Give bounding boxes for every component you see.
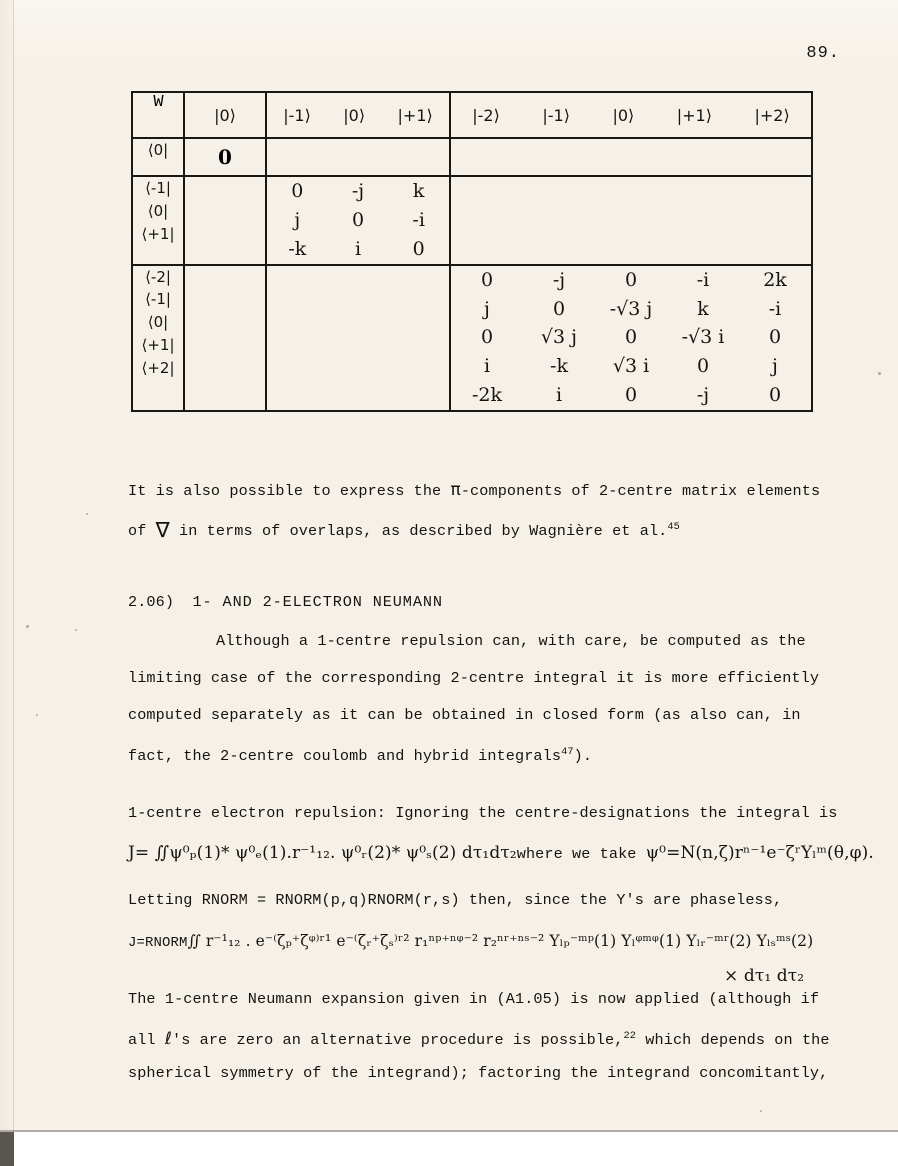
para2-line4-a: fact, the 2-centre coulomb and hybrid integrals — [128, 747, 562, 766]
formula-J-tail: where we take — [516, 845, 637, 863]
matrix-value: 0 — [768, 326, 782, 349]
matrix-block-0 — [184, 138, 266, 176]
text-line — [128, 697, 819, 734]
matrix-value: -j — [351, 180, 365, 202]
matrix-block-1 — [266, 176, 450, 265]
matrix-value: i — [555, 384, 563, 407]
text-line — [128, 882, 813, 919]
matrix-block-2 — [450, 265, 812, 411]
matrix-value: i — [483, 355, 491, 378]
matrix-block-empty-02 — [450, 138, 812, 176]
reference-47: 47 — [561, 746, 574, 758]
table-corner-label: W — [132, 92, 184, 138]
matrix-value: k — [412, 180, 425, 202]
paragraph-neumann-expansion — [128, 981, 830, 1092]
matrix-value: 0 — [768, 384, 782, 407]
formula-J-definition: J= ∬ψ⁰ₚ(1)* ψ⁰ₑ(1).r⁻¹₁₂. ψ⁰ᵣ(2)* ψ⁰ₛ(2) dτ₁dτ₂ — [128, 843, 517, 863]
bra-label: ⟨+1| — [141, 224, 175, 243]
ket-label: |0⟩ — [214, 105, 236, 125]
ket-label: |0⟩ — [612, 105, 635, 125]
matrix-block-empty-21 — [266, 265, 450, 411]
bra-label: ⟨-1| — [145, 179, 171, 197]
header-group-l1 — [266, 92, 450, 138]
bra-label: ⟨0| — [147, 141, 169, 159]
table-row — [132, 138, 812, 176]
matrix-value: 0 — [480, 326, 494, 349]
scan-speck — [86, 513, 88, 515]
matrix-value: -2k — [471, 384, 503, 407]
matrix-value: -√3 i — [681, 326, 725, 349]
formula-J-rnorm-body: ∬ r⁻¹₁₂ . e⁻⁽ζₚ⁺ζᵠ⁾ʳ¹ e⁻⁽ζᵣ⁺ζₛ⁾ʳ² r₁ⁿᵖ⁺ⁿᵠ⁻² r₂ⁿʳ⁺ⁿˢ⁻² Yₗₚ⁻ᵐᵖ(1) Yₗᵠᵐᵠ(1) Yₗᵣ⁻ᵐʳ(2) Yₗₛᵐˢ(2) — [187, 932, 814, 950]
para2-line4-b: ). — [573, 747, 593, 766]
matrix-value: k — [697, 297, 709, 320]
bra-label: ⟨-1| — [145, 290, 171, 309]
text-line — [128, 981, 830, 1018]
text-line — [128, 1018, 830, 1055]
matrix-value: √3 j — [540, 326, 578, 349]
matrix-value: -j — [552, 268, 566, 291]
paragraph-electron-repulsion — [128, 795, 874, 874]
text-line — [128, 734, 819, 771]
matrix-value: -i — [412, 208, 425, 231]
matrix-value: -i — [696, 268, 710, 291]
para1-line1-a: It is also possible to express the — [128, 482, 451, 500]
matrix-value: 2k — [763, 268, 787, 291]
para5-line3: spherical symmetry of the integrand); factoring the integrand concomitantly, — [128, 1064, 829, 1082]
matrix-block-empty-01 — [266, 138, 450, 176]
scan-speck — [26, 625, 29, 628]
row-label-block1 — [132, 176, 184, 265]
matrix-value: 0 — [696, 355, 710, 378]
scan-speck — [36, 714, 38, 716]
text-line — [128, 1055, 830, 1092]
bra-label: ⟨-2| — [145, 267, 171, 286]
section-title: 1- AND 2-ELECTRON NEUMANN — [192, 593, 443, 611]
matrix-table — [131, 91, 813, 412]
text-line — [128, 584, 443, 621]
matrix-value: 0 — [624, 268, 638, 291]
row-label-block2 — [132, 265, 184, 411]
para5-line2-c: which depends on the — [636, 1031, 830, 1050]
header-group-l2 — [450, 92, 812, 138]
formula-differentials: × dτ₁ dτ₂ — [724, 966, 805, 986]
para4-line1: Letting RNORM = RNORM(p,q)RNORM(r,s) then, since the Y's are phaseless, — [128, 891, 783, 909]
para2-line3: computed separately as it can be obtained in closed form (as also can, in — [128, 706, 801, 724]
matrix-value: 0 — [412, 237, 425, 260]
page-left-edge-line — [13, 0, 14, 1132]
matrix-value: 0 — [291, 180, 304, 202]
matrix-value: -√3 j — [609, 297, 653, 320]
matrix-block-empty-10 — [184, 176, 266, 265]
reference-22: 22 — [623, 1030, 637, 1042]
para5-line2-a: all — [128, 1031, 165, 1050]
para2-line2: limiting case of the corresponding 2-centre integral it is more efficiently — [128, 669, 820, 687]
matrix-value: -i — [768, 297, 782, 320]
formula-J-rnorm-head: J=RNORM — [128, 935, 188, 951]
para1-line2-b: in terms of overlaps, as described by Wagnière et al. — [169, 522, 668, 541]
bra-label: ⟨+2| — [141, 358, 175, 377]
page-left-shadow — [0, 0, 13, 1166]
row-label-block0 — [132, 138, 184, 176]
matrix-value: j — [484, 297, 490, 320]
scan-speck — [878, 372, 881, 375]
ket-label: |+2⟩ — [754, 105, 790, 125]
matrix-value: 0 — [624, 326, 638, 349]
matrix-value: 0 — [552, 297, 566, 320]
nabla-symbol: ∇ — [155, 518, 170, 543]
ket-label: |0⟩ — [343, 105, 366, 125]
page-bottom-left-corner — [0, 1132, 14, 1166]
matrix-block-empty-20 — [184, 265, 266, 411]
formula-line-J — [128, 832, 874, 874]
matrix-grid-3x3 — [267, 177, 449, 264]
matrix-value: -k — [550, 355, 568, 378]
text-line — [128, 509, 820, 546]
matrix-value: i — [354, 237, 362, 260]
para3-line1: 1-centre electron repulsion: Ignoring the centre-designations the integral is — [128, 804, 838, 822]
matrix-value: 0 — [218, 145, 232, 169]
paragraph-one-centre-repulsion — [128, 623, 819, 771]
paragraph-pi-components — [128, 472, 820, 546]
bra-label: ⟨0| — [147, 201, 169, 220]
text-line — [128, 660, 819, 697]
paragraph-rnorm — [128, 882, 813, 989]
reference-45: 45 — [667, 521, 680, 533]
section-heading — [128, 584, 443, 621]
page-bottom-margin — [0, 1132, 898, 1166]
matrix-value: j — [294, 208, 301, 231]
script-l-symbol: ℓ — [164, 1029, 172, 1050]
text-line — [128, 623, 819, 660]
para1-line1-b: -components of 2-centre matrix elements — [460, 482, 821, 500]
pi-symbol: π — [450, 480, 461, 500]
text-line — [128, 472, 820, 509]
matrix-value: 0 — [624, 384, 638, 407]
formula-line-J-rnorm — [128, 919, 813, 963]
bra-label: ⟨+1| — [141, 336, 175, 355]
matrix-value: -j — [696, 384, 710, 407]
matrix-value: 0 — [351, 208, 365, 231]
para5-line2-b: 's are zero an alternative procedure is possible, — [171, 1031, 624, 1050]
table-row — [132, 176, 812, 265]
table-header-row — [132, 92, 812, 138]
bra-label: ⟨0| — [147, 313, 169, 332]
ket-label: |-1⟩ — [542, 105, 570, 125]
para2-line1: Although a 1-centre repulsion can, with care, be computed as the — [216, 632, 806, 650]
ket-label: |+1⟩ — [397, 105, 433, 125]
ket-label: |-2⟩ — [472, 105, 500, 125]
para5-line1: The 1-centre Neumann expansion given in (A1.05) is now applied (although if — [128, 990, 820, 1008]
section-number: 2.06) — [128, 593, 175, 611]
matrix-value: j — [772, 355, 778, 378]
header-group-l0 — [184, 92, 266, 138]
ket-label: |+1⟩ — [676, 105, 712, 125]
scan-speck — [75, 629, 77, 631]
matrix-table-container — [131, 91, 803, 412]
ket-label: |-1⟩ — [283, 105, 311, 125]
matrix-block-empty-12 — [450, 176, 812, 265]
scan-speck — [760, 1110, 762, 1112]
para1-line2-a: of — [128, 522, 156, 541]
text-line — [128, 795, 874, 832]
page-number: 89. — [806, 44, 840, 63]
matrix-value: -k — [288, 237, 307, 260]
matrix-value: 0 — [480, 268, 494, 291]
table-row — [132, 265, 812, 411]
matrix-value: √3 i — [612, 355, 650, 378]
formula-psi0-definition: ψ⁰=N(n,ζ)rⁿ⁻¹e⁻ζʳYₗᵐ(θ,φ). — [645, 843, 874, 863]
matrix-grid-5x5 — [451, 266, 811, 410]
